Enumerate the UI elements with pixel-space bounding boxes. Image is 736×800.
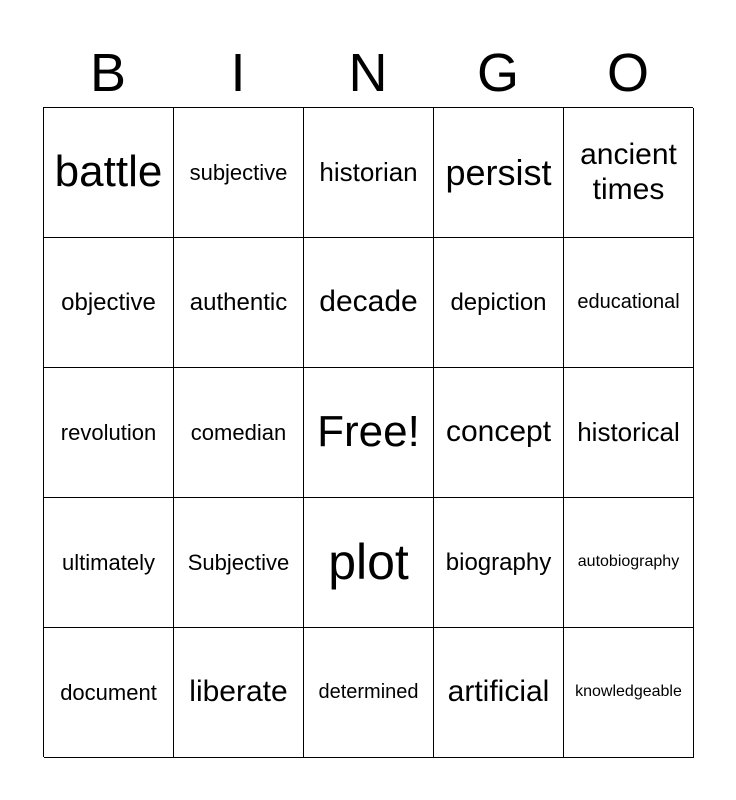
bingo-cell[interactable]: battle xyxy=(44,108,174,238)
bingo-cell[interactable]: ancient times xyxy=(564,108,694,238)
bingo-cell[interactable]: revolution xyxy=(44,368,174,498)
bingo-cell[interactable]: liberate xyxy=(174,628,304,758)
header-letter-n: N xyxy=(348,43,388,103)
bingo-cell[interactable]: depiction xyxy=(434,238,564,368)
bingo-cell[interactable]: decade xyxy=(304,238,434,368)
free-space[interactable]: Free! xyxy=(304,368,434,498)
bingo-cell[interactable]: concept xyxy=(434,368,564,498)
bingo-cell[interactable]: biography xyxy=(434,498,564,628)
header-letter-o: O xyxy=(606,43,649,103)
bingo-cell[interactable]: comedian xyxy=(174,368,304,498)
bingo-cell[interactable]: determined xyxy=(304,628,434,758)
bingo-cell[interactable]: artificial xyxy=(434,628,564,758)
bingo-cell[interactable]: persist xyxy=(434,108,564,238)
bingo-cell[interactable]: knowledgeable xyxy=(564,628,694,758)
bingo-cell[interactable]: autobiography xyxy=(564,498,694,628)
bingo-cell[interactable]: document xyxy=(44,628,174,758)
header-letter-g: G xyxy=(476,43,519,103)
bingo-cell[interactable]: plot xyxy=(304,498,434,628)
header-letter-b: B xyxy=(89,43,127,103)
bingo-cell[interactable]: subjective xyxy=(174,108,304,238)
header-letter-i: I xyxy=(230,43,246,103)
bingo-cell[interactable]: historical xyxy=(564,368,694,498)
bingo-board xyxy=(43,107,693,757)
bingo-cell[interactable]: educational xyxy=(564,238,694,368)
bingo-cell[interactable]: historian xyxy=(304,108,434,238)
bingo-cell[interactable]: Subjective xyxy=(174,498,304,628)
bingo-cell[interactable]: ultimately xyxy=(44,498,174,628)
bingo-cell[interactable]: objective xyxy=(44,238,174,368)
bingo-cell[interactable]: authentic xyxy=(174,238,304,368)
bingo-header xyxy=(43,38,693,108)
